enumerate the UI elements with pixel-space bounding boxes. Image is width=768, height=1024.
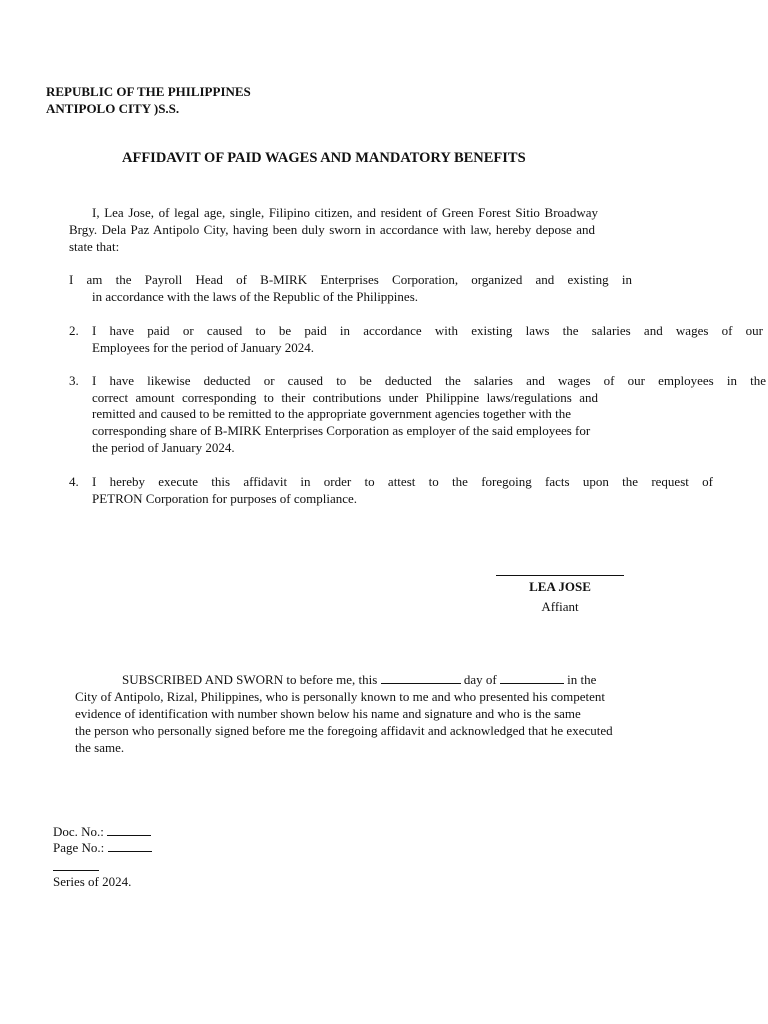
jurat-text-c: in the xyxy=(567,672,597,687)
intro-line-3: state that: xyxy=(69,239,120,254)
month-blank xyxy=(500,672,564,684)
item-4-line-2: PETRON Corporation for purposes of compliance. xyxy=(92,491,358,506)
jurat-line-5: the same. xyxy=(75,740,125,755)
doc-number-blank xyxy=(107,824,151,836)
item-2-line-2: Employees for the period of January 2024. xyxy=(92,340,315,355)
page-number-blank xyxy=(108,840,152,852)
jurat-line-2: City of Antipolo, Rizal, Philippines, who is personally known to me and who presented his competent xyxy=(75,689,606,704)
item-2-line-1: I have paid or caused to be paid in accordance with existing laws the salaries and wages of our xyxy=(92,323,763,338)
item-3-line-2: correct amount corresponding to their contributions under Philippine laws/regulations and xyxy=(92,390,598,405)
jurat-line-3: evidence of identification with number shown below his name and signature and who is the same xyxy=(75,706,581,721)
doc-number-row xyxy=(53,824,151,841)
item-3-line-1: I have likewise deducted or caused to be deducted the salaries and wages of our employees in the xyxy=(92,373,766,388)
affiant-name: LEA JOSE xyxy=(529,579,591,594)
day-blank xyxy=(381,672,461,684)
item-3-line-3: remitted and caused to be remitted to the appropriate government agencies together with the xyxy=(92,406,572,421)
item-1-line-2: in accordance with the laws of the Republic of the Philippines. xyxy=(92,289,418,304)
intro-line-1: I, Lea Jose, of legal age, single, Filipino citizen, and resident of Green Forest Sitio Broadway xyxy=(92,205,598,220)
page-number-row xyxy=(53,840,152,857)
series-label: Series of 2024. xyxy=(53,874,132,889)
jurat-text-b: day of xyxy=(463,672,497,687)
item-1-line-1: I am the Payroll Head of B-MIRK Enterprises Corporation, organized and existing in xyxy=(69,272,632,287)
affiant-label: Affiant xyxy=(541,599,579,614)
header-venue: ANTIPOLO CITY )S.S. xyxy=(46,101,180,116)
doc-number-label: Doc. No.: xyxy=(53,824,104,839)
item-2-number: 2. xyxy=(69,323,79,338)
item-3-line-4: corresponding share of B-MIRK Enterprises Corporation as employer of the said employees for xyxy=(92,423,591,438)
jurat-line-1 xyxy=(122,672,596,689)
intro-line-2: Brgy. Dela Paz Antipolo City, having been duly sworn in accordance with law, hereby depose and xyxy=(69,222,595,237)
item-3-line-5: the period of January 2024. xyxy=(92,440,235,455)
header-republic: REPUBLIC OF THE PHILIPPINES xyxy=(46,84,251,99)
document-title: AFFIDAVIT OF PAID WAGES AND MANDATORY BENEFITS xyxy=(122,150,526,166)
item-4-line-1: I hereby execute this affidavit in order to attest to the foregoing facts upon the request of xyxy=(92,474,713,489)
jurat-line-4: the person who personally signed before me the foregoing affidavit and acknowledged that he executed xyxy=(75,723,613,738)
item-4-number: 4. xyxy=(69,474,79,489)
item-3-number: 3. xyxy=(69,373,79,388)
jurat-text-a: SUBSCRIBED AND SWORN to before me, this xyxy=(122,672,378,687)
page-number-label: Page No.: xyxy=(53,840,105,855)
book-number-blank xyxy=(53,870,99,871)
signature-line xyxy=(496,575,624,576)
